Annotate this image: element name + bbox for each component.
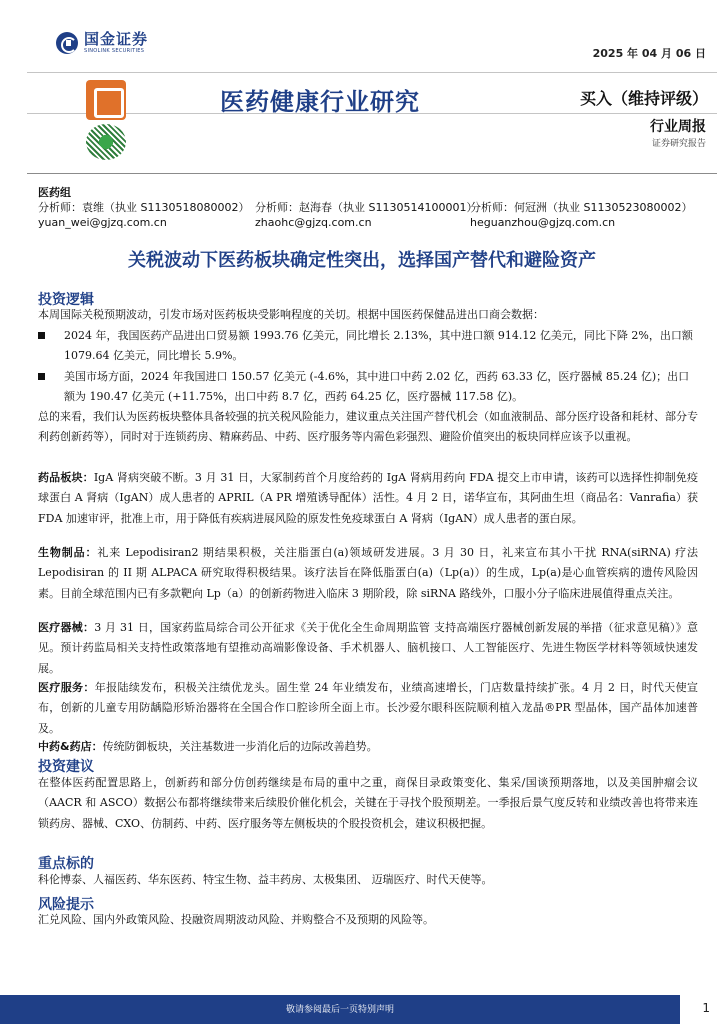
tcm-paragraph	[38, 737, 698, 757]
analyst-3: 分析师：何冠洲（执业 S1130523080002）	[470, 201, 693, 214]
app-icon	[86, 80, 126, 120]
report-subtype: 证券研究报告	[651, 139, 706, 149]
service-text: 年报陆续发布，积极关注绩优龙头。固生堂 24 年业绩发布，业绩高速增长，门店数量持续扩张。4 月 2 日，时代天使宣布，创新的儿童专用防龋隐形矫治器将在全国合作口腔诊所全面上市。长沙爱尔眼科医院顺利植入龙晶®PR 型晶体，国产晶体加速普及。	[38, 681, 699, 735]
bio-paragraph	[38, 543, 698, 604]
service-label: 医疗服务：	[38, 681, 95, 694]
sinolink-logo-icon	[56, 32, 78, 54]
header-divider	[27, 173, 717, 174]
analyst-3-email[interactable]: heguanzhou@gjzq.com.cn	[470, 216, 616, 229]
section-investment-advice: 投资建议	[38, 759, 94, 775]
footer-disclaimer: 敬请参阅最后一页特别声明	[285, 1005, 394, 1015]
drug-paragraph	[38, 468, 698, 529]
bullet-text: 2024 年，我国医药产品进出口贸易额 1993.76 亿美元，同比增长 2.13%，其中进口额 914.12 亿美元，同比下降 2%，出口额 1079.64 亿美元，同比增长 5.9%。	[64, 329, 693, 363]
device-text: 3 月 31 日，国家药监局综合司公开征求《关于优化全生命周期监管 支持高端医疗器械创新发展的举措（征求意见稿）》意见。预计药监局相关支持性政策落地有望推动高端影像设备、手术机器人、脑机接口、人工智能医疗、先进生物医学材料等领域快速发展。	[38, 621, 698, 675]
intro-paragraph: 本周国际关税预期波动，引发市场对医药板块受影响程度的关切。根据中国医药保健品进出口商会数据：	[38, 308, 544, 321]
analyst-1: 分析师：袁维（执业 S1130518080002）	[38, 201, 250, 214]
section-key-targets: 重点标的	[38, 856, 94, 872]
analyst-2: 分析师：赵海春（执业 S1130514100001）	[255, 201, 478, 214]
bio-text: 礼来 Lepodisiran2 期结果积极，关注脂蛋白(a)领域研发进展。3 月 30 日，礼来宣布其小干扰 RNA(siRNA) 疗法 Lepodisiran 的 II 期 ALPACA 研究取得积极结果。该疗法旨在降低脂蛋白(a)（Lp(a)）的生成，Lp(a)是心血管疾病的遗传风险因素。目前全球范围内已有多款靶向 Lp（a）的创新药物进入临床 3 期阶段，除 siRNA 路线外，口服小分子临床进展值得重点关注。	[38, 546, 699, 600]
report-type: 行业周报	[650, 119, 706, 135]
summary-paragraph: 总的来看，我们认为医药板块整体具备较强的抗关税风险能力，建议重点关注国产替代机会（如血液制品、部分医疗设备和耗材、部分专利药创新药等），同时对于连锁药房、精麻药品、中药、医疗服务等内需色彩强烈、避险价值突出的板块同样应该予以重视。	[38, 410, 698, 444]
brand-name-cn: 国金证券	[84, 31, 149, 48]
drug-label: 药品板块：	[38, 471, 94, 484]
service-paragraph	[38, 678, 698, 739]
section-investment-logic: 投资逻辑	[38, 292, 94, 308]
tcm-label: 中药&药店：	[38, 740, 103, 753]
bullet-square-icon	[38, 373, 45, 380]
qr-code-icon	[86, 124, 126, 160]
tcm-text: 传统防御板块，关注基数进一步消化后的边际改善趋势。	[102, 740, 378, 753]
device-paragraph	[38, 618, 698, 679]
report-date: 2025 年 04 月 06 日	[592, 47, 706, 60]
qr-code-area	[86, 80, 126, 160]
analyst-1-email[interactable]: yuan_wei@gjzq.com.cn	[38, 216, 167, 229]
bio-label: 生物制品：	[38, 546, 98, 559]
bullet-item	[38, 367, 698, 408]
risk-paragraph: 汇兑风险、国内外政策风险、投融资周期波动风险、并购整合不及预期的风险等。	[38, 913, 434, 926]
bullet-item	[38, 326, 698, 367]
section-risk: 风险提示	[38, 897, 94, 913]
drug-text: IgA 肾病突破不断。3 月 31 日，大冢制药首个月度给药的 IgA 肾病用药向 FDA 提交上市申请，该药可以选择性抑制免疫球蛋白 A 肾病（IgAN）成人患者的 APRIL（A PR 增殖诱导配体）活性。4 月 2 日，诺华宣布，其阿曲生坦（商品名：Vanrafia）获 FDA 加速审评，批准上市，用于降低有疾病进展风险的原发性免疫球蛋白 A 肾病（IgAN）成人患者的蛋白尿。	[38, 471, 699, 525]
advice-paragraph: 在整体医药配置思路上，创新药和部分仿创药继续是布局的重中之重，商保目录政策变化、集采/国谈预期落地，以及美国肿瘤会议（AACR 和 ASCO）数据公布都将继续带来后续股价催化机会，关键在于寻找个股预期差。一季报后景气度反转和业绩改善也将带来连锁药房、器械、CXO、仿制药、中药、医疗服务等左侧板块的个股投资机会，建议积极把握。	[38, 776, 698, 830]
device-label: 医疗器械：	[38, 621, 95, 634]
brand-name-en: SINOLINK SECURITIES	[84, 48, 145, 54]
analyst-2-email[interactable]: zhaohc@gjzq.com.cn	[255, 216, 372, 229]
targets-paragraph: 科伦博泰、人福医药、华东医药、特宝生物、益丰药房、太极集团、 迈瑞医疗、时代天使等。	[38, 873, 493, 886]
brand-logo	[56, 32, 148, 54]
rating-label: 买入（维持评级）	[579, 89, 708, 108]
report-headline: 关税波动下医药板块确定性突出，选择国产替代和避险资产	[128, 250, 596, 271]
page-title: 医药健康行业研究	[220, 88, 420, 116]
bullet-square-icon	[38, 332, 45, 339]
analyst-group: 医药组	[38, 186, 71, 199]
page-number: 1	[702, 1001, 710, 1015]
bullet-text: 美国市场方面，2024 年我国进口 150.57 亿美元 (-4.6%，其中进口中药 2.02 亿，西药 63.33 亿，医疗器械 85.24 亿)；出口额为 190.47 亿美元 (+11.75%，出口中药 8.7 亿，西药 64.25 亿，医疗器械 117.58 亿)。	[64, 370, 690, 404]
